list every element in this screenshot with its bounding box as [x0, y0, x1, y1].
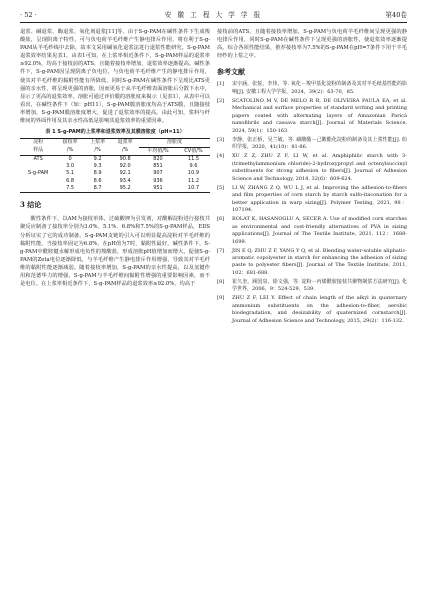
table-cell: 92.0: [119, 163, 131, 170]
reference-text: LI W, ZHANG Z Q, WU L J, et al. Improving the adhesion-to-fibers and film properties of corn starch by starch sulfo-itaconation for a better application in warp sizing[J]. Polymer Testing, 2021, 98：107194.: [232, 184, 407, 214]
table-row: [20, 170, 210, 177]
reference-number: [8]: [217, 278, 225, 285]
table-row: [20, 163, 210, 170]
table-cell: 10.9: [187, 170, 200, 177]
table-cell: 7.5: [56, 185, 84, 193]
reference-item: [217, 153, 407, 183]
table-cell: 9.3: [93, 163, 102, 170]
conclusion-continued: 接枝前的ATS，且随着接枝率增加，S-g-PAM与负电荷羊毛纤维间呈现更强的静电排斥作用，同时S-g-PAM在碱性条件下呈现更强的溶胀性，使退浆效率逐渐提高。综合各项性能结果，推荐接枝率为7.5%的S-g-PAM在pH=7条件下用于羊毛经纱的上浆之中。: [217, 29, 407, 60]
table-cell: [20, 185, 56, 193]
reference-text: 崔久奎，顾国泉，徐文强，等. 淀粉－丙烯酰胺接枝共聚物制浆方法研究[J]. 化学世界，2006，9：524-529，539.: [232, 278, 407, 293]
table-cell: 8.6: [93, 177, 102, 184]
reference-text: JIN E Q, ZHU Z F, YANG Y Q, et al. Blending water-soluble aliphatic-aromatic copolyester in starch for enhancing the adhesion of sizing paste to polyester fibers[J]. Journal of The Textile Institute, 2011, 102：681-688.: [232, 247, 407, 276]
table-cell: 3.0: [66, 163, 75, 170]
volume-label: 第40卷: [385, 11, 407, 19]
table-caption: 表 1 S-g-PAM的上浆率和退浆效率及其膜溶胀度（pH=11）: [45, 129, 185, 136]
reference-number: [6]: [217, 216, 225, 223]
table-row: [20, 185, 210, 193]
table-header: /%: [111, 147, 139, 155]
table-row: [20, 155, 210, 163]
reference-number: [2]: [217, 97, 225, 104]
table-cell: 10.7: [177, 185, 210, 193]
references-title: 参考文献: [217, 67, 245, 77]
reference-item: [217, 81, 407, 96]
table-cell: 9.2: [93, 155, 102, 162]
table-cell: 93.4: [119, 177, 131, 184]
page-header: [20, 8, 407, 23]
desizing-paragraph: 退浆、碱退浆、酶退浆、氧化剂退浆[11]等。由于S-g-PAM在碱性条件下生成羧酸盐，呈现阴离子特性，可与负电荷羊毛纤维产生静电排斥作用，将有利于S-g-PAM从羊毛纱线中去除，故本文采用碱氧化退浆法进行退浆性能研究。S-g-PAM退浆效率结果见表1。由表1可知，在上浆率相近条件下，S-g-PAM样品的退浆率≥92.0%，均高于接枝前的ATS，且随着接枝率增加，退浆效率逐渐提高。碱性条件下，S-g-PAM因呈现阴离子负电位，与负电荷羊毛纤维产生的静电排斥作用，使其对羊毛纤维的黏附性能有所降低，同时S-g-PAM在碱性条件下呈现比ATS更强的亲水性，将呈现更强的溶胀，因而更易于从羊毛纤维表面溶胀后分散下水中，显示了更高的退浆效率。溶胀可通过评价膜的溶胀度来揭示（见表1），从表中可以看出，在碱性条件下（如：pH11），S-g-PAM膜溶胀度均高于ATS膜，且随接枝率增加，S-g-PAM膜溶胀度增大，促进了退浆效率的提高。由此可知，浆料与纤维间的界面作用及其亲水性高低是影响其退浆效率的重要因素。: [20, 29, 210, 125]
section-title: 3 结论: [20, 200, 42, 210]
table-cell: [20, 163, 56, 170]
reference-text: 宋宇涵，张悦，李伟，等. 氧化－羧甲基化淀粉的制备及其对羊毛纸基性能的影响[J]. 安徽工程大学学报，2024，39(2)：63-70，85.: [232, 81, 407, 95]
table-cell: S-g-PAM: [27, 170, 49, 177]
table-header: 淀粉: [20, 139, 56, 147]
table-cell: 9.6: [189, 163, 198, 170]
table-header: 接枝率: [56, 139, 84, 147]
reference-text: SCATOLINO M V, DE MELO R R, DE OLIVEIRA PAULA EA, et al. Mechanical and surface properties of standard writing and printing papers coated with alternating layers of Amazonian Paricá nanofibrils and cassava starch[J]. Journal of Materials Science, 2024, 59(1)：150-163.: [232, 97, 407, 134]
table-cell: 11.2: [187, 177, 200, 184]
desizing-table: [20, 138, 210, 193]
table-row: [20, 178, 210, 185]
reference-text: 李静，张正桥，吴兰敏，等. 磺酸酯－己酸酯化淀粉的制备及其上浆性能[J]. 纺织学报，2020，41(10)：81-86.: [232, 136, 407, 151]
reference-number: [4]: [217, 153, 225, 160]
table-header: /%: [84, 147, 112, 155]
right-column: [217, 28, 407, 327]
table-cell: 92.1: [119, 170, 131, 177]
table-header: 上浆率: [84, 139, 112, 147]
reference-item: [217, 137, 407, 152]
reference-number: [1]: [217, 81, 225, 88]
reference-item: [217, 216, 407, 246]
reference-number: [7]: [217, 247, 225, 254]
reference-text: BOLAT K, HASANOGLU A, SECER A. Use of modified corn starches as environmental and cost-friendly alternatives of PVA in sizing applications[J]. Journal of The Textile Institute, 2021, 112：1688-1699.: [232, 216, 407, 245]
table-cell: 95.2: [111, 185, 139, 193]
reference-item: [217, 295, 407, 325]
table-header: 溶胀度: [139, 139, 210, 147]
table-cell: 6.8: [66, 177, 75, 184]
table-cell: 8.9: [93, 170, 102, 177]
left-column: [20, 28, 210, 288]
table-cell: ATS: [33, 155, 43, 162]
table-cell: 11.5: [187, 155, 200, 162]
table-cell: 907: [153, 170, 163, 177]
table-cell: [20, 178, 56, 185]
table-header: 平均值/%: [139, 147, 177, 155]
table-cell: 951: [139, 185, 177, 193]
table-cell: 0: [68, 155, 72, 162]
reference-text: XU Z Z, ZHU Z F, LI W, et al. Amphiphilic starch with 3-(trimethylammonium chloride)-2-hydroxypropyl and octenylsuccinyl substituents for strong adhesion to fibers[J]. Journal of Adhesion Science and Technology, 2018, 32(6)：609-624.: [232, 153, 407, 182]
conclusion-paragraph: 酸性条件下，以AM为接枝单体，过硫酸钾为引发剂，对酸解淀粉进行接枝共聚反应制备了接枝率分别为3.0%、5.1%、6.8%和7.5%的S-g-PAM样品，EDS分析证实了它的成功制备。S-g-PAM支链的引入可以明显提高淀粉对羊毛纤维的黏附性能。当接枝率固定为6.8%，在pH值为7时，黏附性最好。碱性条件下，S-g-PAM中酰胺键水解形成电负性的羧酸盐，形成溶胀pH值增加而增大，促使S-g-PAM的Zeta电位逐渐降低，与羊毛纤维产生静电排斥作用增强，导致其对羊毛纤维的黏附性能逐渐减弱。随着接枝率增加，S-g-PAM的亲水性提高，以及氢键作用和范德华力的增强，S-g-PAM与羊毛纤维间黏附性增强的重要影响因素，而不是电位。在上浆率相近条件下，S-g-PAM样品的退浆效率≥92.0%，均高于: [20, 216, 210, 288]
table-cell: 90.8: [119, 155, 131, 162]
reference-item: [217, 248, 407, 278]
journal-title: 安 徽 工 程 大 学 学 报: [164, 11, 263, 19]
reference-number: [3]: [217, 136, 225, 143]
table-cell: 8.7: [84, 185, 112, 193]
table-cell: 936: [153, 177, 163, 184]
reference-item: [217, 185, 407, 215]
table-header: /%: [56, 147, 84, 155]
table-cell: 851: [153, 163, 163, 170]
table-header: 样品: [20, 147, 56, 155]
reference-list: [217, 81, 407, 325]
table-header: CV值/%: [177, 147, 210, 155]
reference-text: ZHU Z F, LEI Y. Effect of chain length of the alkyl in quaternary ammonium substituents on the adhesion-to-fiber, aerobic biodegradation, and desizability of quaternized cornstarch[J]. Journal of Adhesion Science and Technology, 2015, 29(2)：116-132.: [232, 295, 407, 324]
table-cell: 5.1: [66, 170, 75, 177]
reference-number: [5]: [217, 184, 225, 191]
reference-number: [9]: [217, 295, 225, 302]
page-number: · 52 ·: [20, 11, 37, 19]
table-header: 退浆率: [111, 139, 139, 147]
reference-item: [217, 98, 407, 135]
reference-item: [217, 279, 407, 294]
table-cell: 820: [153, 155, 163, 162]
